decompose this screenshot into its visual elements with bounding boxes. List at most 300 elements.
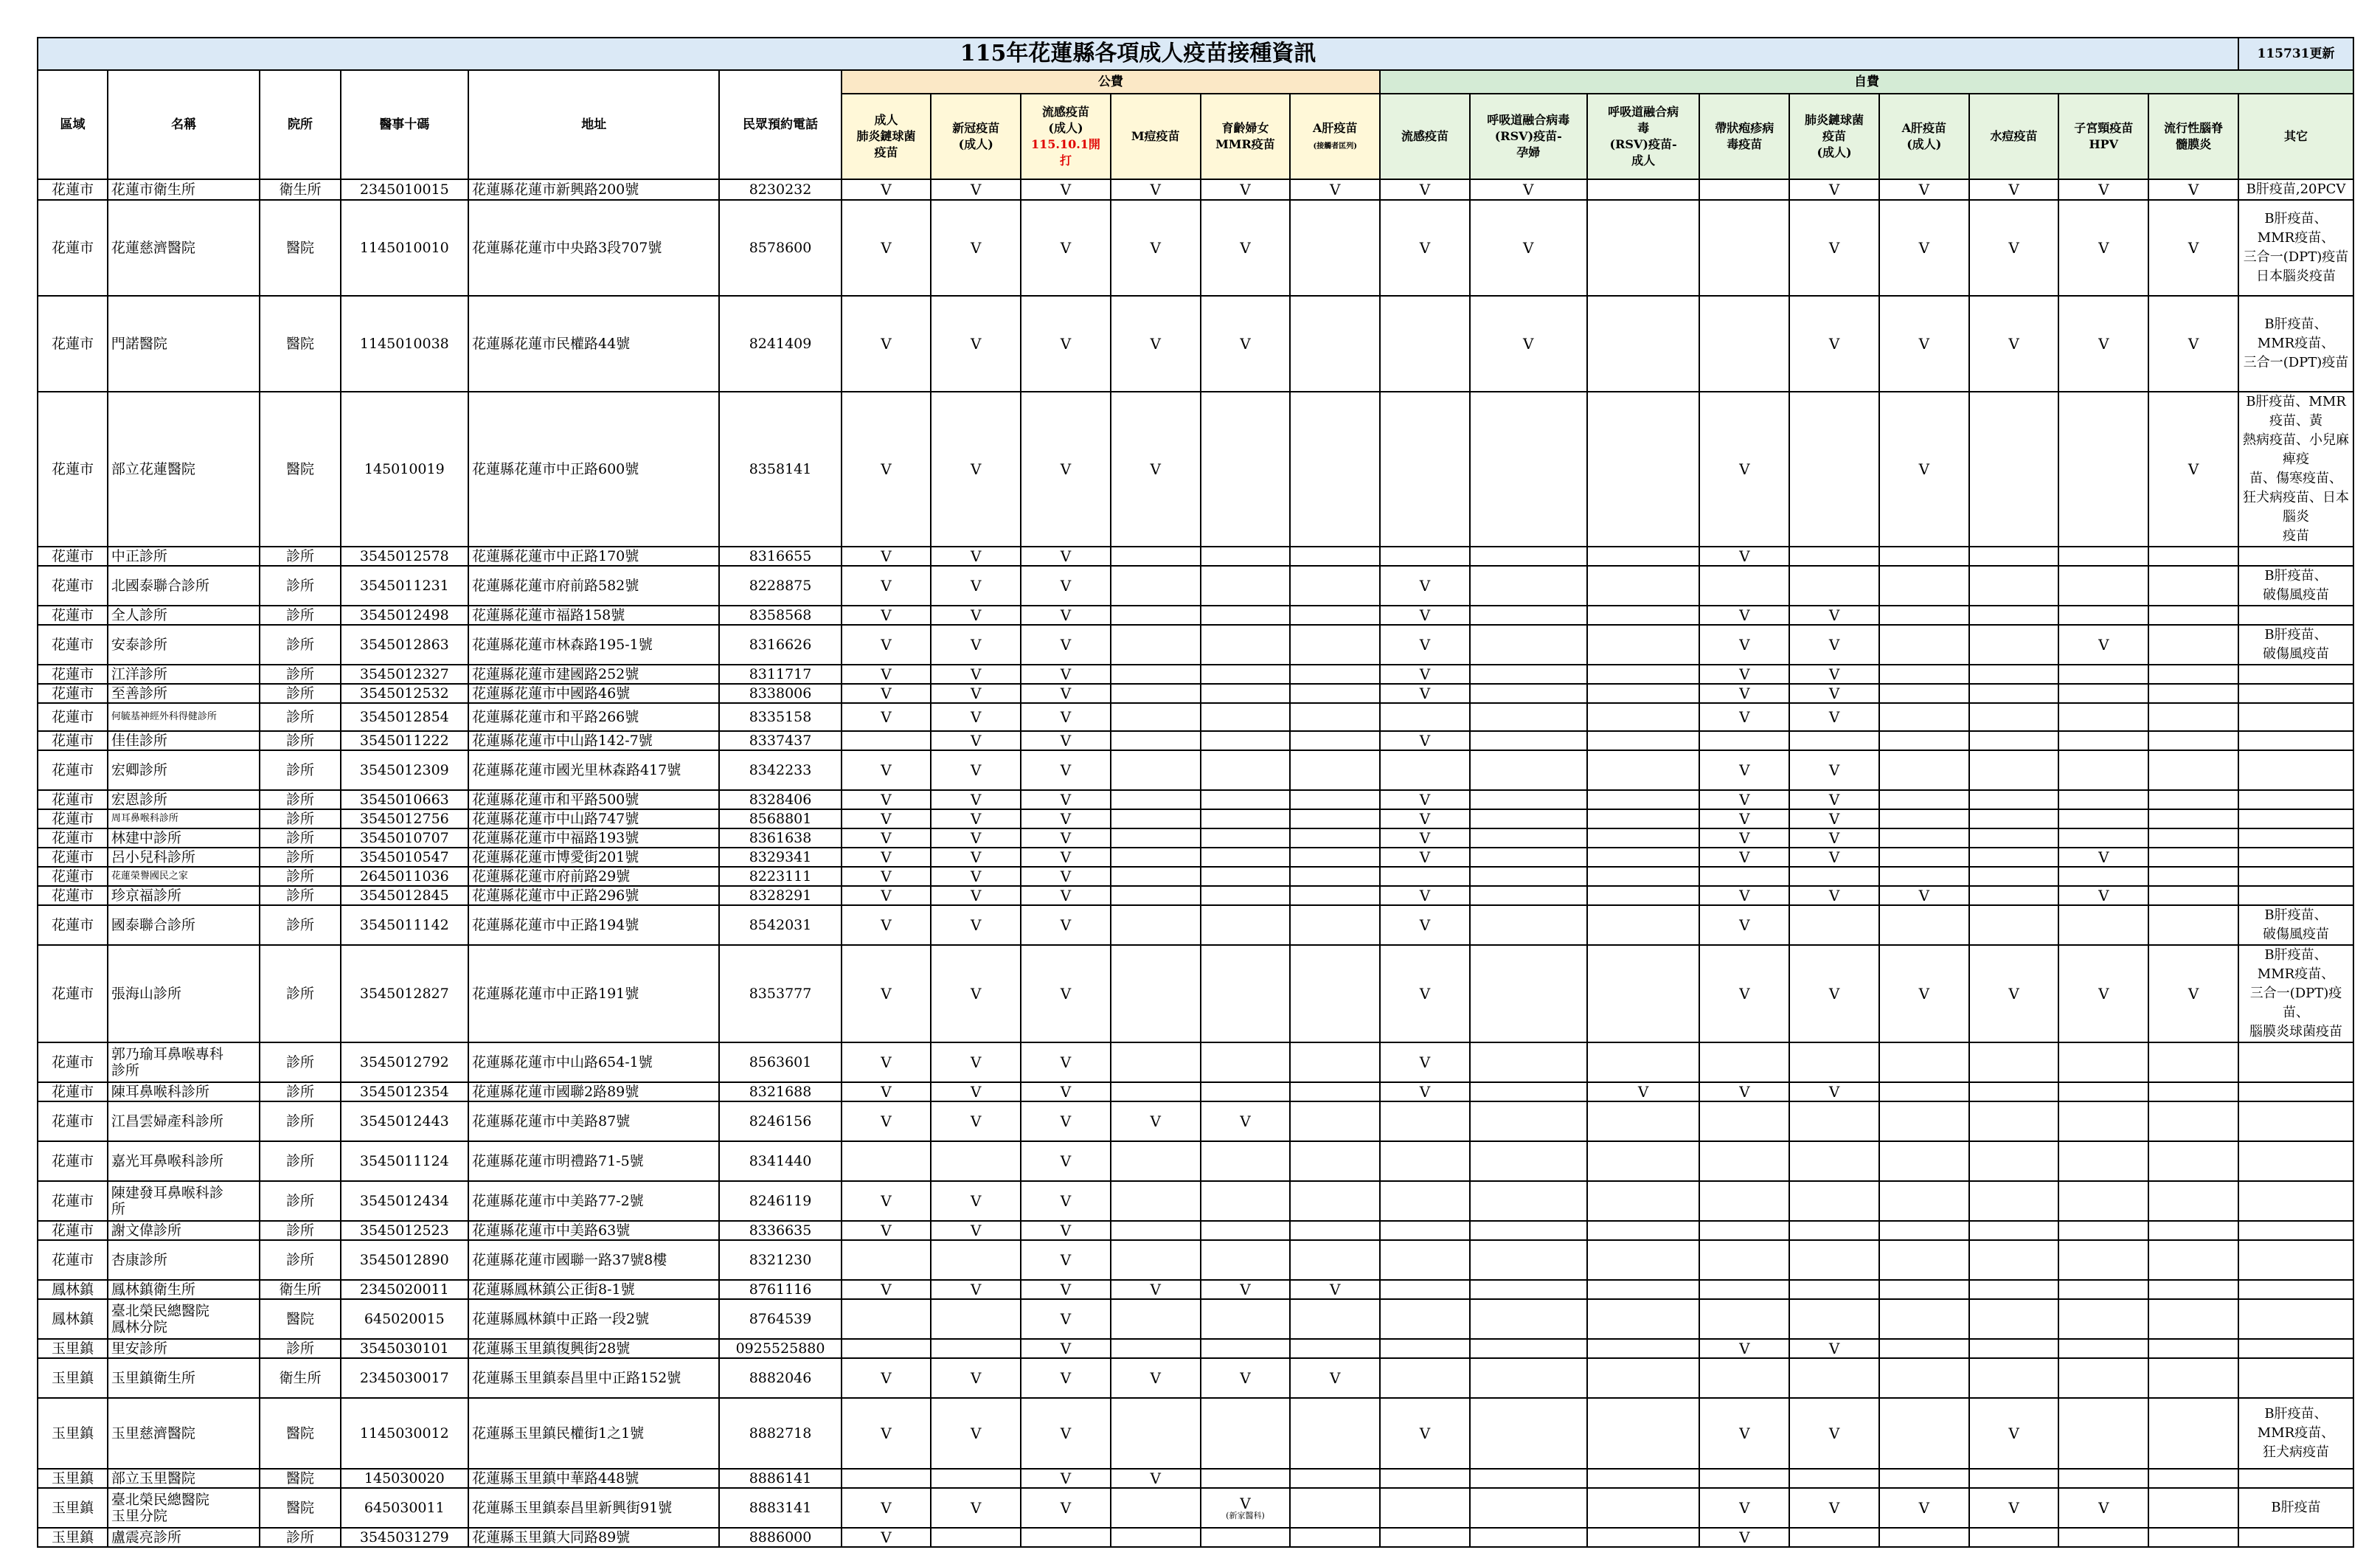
- public-vaccine-cell: V: [931, 200, 1021, 296]
- self-vaccine-cell: [1470, 703, 1587, 731]
- other-vaccines-cell: B肝疫苗、 MMR疫苗、 三合一(DPT)疫苗 日本腦炎疫苗: [2238, 200, 2353, 296]
- self-vaccine-cell: V: [1470, 179, 1587, 200]
- medical-code-cell: 2345020011: [341, 1280, 468, 1299]
- public-vaccine-cell: V: [931, 1398, 1021, 1469]
- medical-code-cell: 3545012443: [341, 1101, 468, 1141]
- self-vaccine-cell: [1470, 566, 1587, 606]
- hepa-note: (接觸者匡列): [1313, 142, 1357, 150]
- public-vaccine-cell: [1290, 566, 1380, 606]
- public-vaccine-cell: [1290, 1398, 1380, 1469]
- phone-cell: 8321688: [719, 1082, 841, 1101]
- table-row: [38, 886, 2353, 905]
- self-vaccine-cell: [1380, 1469, 1470, 1488]
- table-row: [38, 1339, 2353, 1358]
- facility-type-cell: 診所: [260, 750, 340, 790]
- self-vaccine-cell: V: [1789, 179, 1879, 200]
- vaccine-sheet: [37, 37, 2354, 1548]
- self-vaccine-cell: [1587, 1280, 1700, 1299]
- self-vaccine-cell: [1470, 606, 1587, 625]
- other-vaccines-cell: B肝疫苗、 MMR疫苗、 三合一(DPT)疫苗: [2238, 296, 2353, 392]
- medical-code-cell: 3545011124: [341, 1141, 468, 1181]
- other-vaccines-cell: [2238, 1181, 2353, 1221]
- facility-name-cell: 北國泰聯合診所: [108, 566, 260, 606]
- self-vaccine-cell: [1470, 905, 1587, 945]
- district-cell: 花蓮市: [38, 606, 108, 625]
- public-vaccine-cell: V: [1021, 1358, 1111, 1398]
- public-vaccine-cell: [1201, 684, 1291, 703]
- public-vaccine-cell: [1201, 1469, 1291, 1488]
- self-vaccine-cell: [2148, 1141, 2238, 1181]
- facility-type-cell: 衛生所: [260, 1358, 340, 1398]
- other-vaccines-cell: [2238, 867, 2353, 886]
- self-vaccine-cell: [2058, 750, 2148, 790]
- self-vaccine-cell: V: [1380, 566, 1470, 606]
- self-vaccine-cell: [1879, 1141, 1969, 1181]
- table-row: [38, 606, 2353, 625]
- public-vaccine-cell: V: [1021, 828, 1111, 848]
- public-vaccine-cell: V: [842, 296, 931, 392]
- self-vaccine-cell: V: [2148, 200, 2238, 296]
- self-vaccine-cell: V: [1699, 1082, 1789, 1101]
- public-vaccine-cell: [931, 1339, 1021, 1358]
- medical-code-cell: 3545010707: [341, 828, 468, 848]
- public-vaccine-cell: V: [1021, 1141, 1111, 1181]
- other-vaccines-cell: [2238, 1280, 2353, 1299]
- public-vaccine-cell: V: [1201, 1101, 1291, 1141]
- self-vaccine-cell: [1587, 905, 1700, 945]
- self-vaccine-cell: [1380, 1141, 1470, 1181]
- self-vaccine-cell: V: [1879, 296, 1969, 392]
- self-vaccine-cell: [1587, 1398, 1700, 1469]
- facility-name-cell: 國泰聯合診所: [108, 905, 260, 945]
- address-cell: 花蓮縣花蓮市新興路200號: [468, 179, 720, 200]
- phone-cell: 8337437: [719, 731, 841, 750]
- self-vaccine-cell: V: [1699, 1528, 1789, 1547]
- self-vaccine-cell: [1587, 179, 1700, 200]
- facility-type-cell: 診所: [260, 1082, 340, 1101]
- public-vaccine-cell: [1290, 886, 1380, 905]
- self-vaccine-cell: V: [2058, 625, 2148, 665]
- facility-type-cell: 診所: [260, 809, 340, 828]
- other-vaccines-cell: B肝疫苗、 破傷風疫苗: [2238, 566, 2353, 606]
- facility-name-cell: 張海山診所: [108, 945, 260, 1042]
- self-vaccine-cell: [2148, 1082, 2238, 1101]
- medical-code-cell: 3545012498: [341, 606, 468, 625]
- public-vaccine-cell: [1290, 1240, 1380, 1280]
- self-vaccine-cell: V: [1789, 828, 1879, 848]
- medical-code-cell: 3545012532: [341, 684, 468, 703]
- public-vaccine-cell: [1290, 1528, 1380, 1547]
- self-vaccine-cell: [1380, 296, 1470, 392]
- medical-code-cell: 1145030012: [341, 1398, 468, 1469]
- public-vaccine-cell: [931, 1240, 1021, 1280]
- self-vaccine-cell: V: [1699, 625, 1789, 665]
- self-vaccine-cell: V: [1699, 1398, 1789, 1469]
- self-vaccine-cell: [2148, 867, 2238, 886]
- facility-name-cell: 謝文偉診所: [108, 1221, 260, 1240]
- self-vaccine-cell: [1380, 867, 1470, 886]
- facility-type-cell: 診所: [260, 665, 340, 684]
- self-vaccine-cell: [1969, 1082, 2059, 1101]
- public-vaccine-cell: [1201, 1240, 1291, 1280]
- header-district: 區域: [38, 70, 108, 179]
- medical-code-cell: 3545012523: [341, 1221, 468, 1240]
- other-vaccines-cell: [2238, 790, 2353, 809]
- facility-name-cell: 盧震亮診所: [108, 1528, 260, 1547]
- district-cell: 花蓮市: [38, 200, 108, 296]
- self-vaccine-cell: V: [1587, 1082, 1700, 1101]
- self-vaccine-cell: [2148, 1240, 2238, 1280]
- phone-cell: 8246119: [719, 1181, 841, 1221]
- public-vaccine-cell: [1201, 547, 1291, 566]
- district-cell: 花蓮市: [38, 703, 108, 731]
- self-vaccine-cell: [1587, 1358, 1700, 1398]
- public-vaccine-cell: [1290, 828, 1380, 848]
- public-vaccine-cell: [1111, 1339, 1201, 1358]
- public-vaccine-cell: [1201, 790, 1291, 809]
- self-vaccine-cell: V: [1699, 1339, 1789, 1358]
- facility-type-cell: 診所: [260, 684, 340, 703]
- phone-cell: 8358141: [719, 392, 841, 547]
- medical-code-cell: 2645011036: [341, 867, 468, 886]
- self-vaccine-cell: [2148, 665, 2238, 684]
- table-row: [38, 867, 2353, 886]
- self-vaccine-cell: V: [1879, 886, 1969, 905]
- address-cell: 花蓮縣花蓮市中正路194號: [468, 905, 720, 945]
- self-vaccine-cell: [1587, 625, 1700, 665]
- self-vaccine-cell: [1587, 1528, 1700, 1547]
- public-vaccine-cell: V: [1021, 1469, 1111, 1488]
- table-row: [38, 179, 2353, 200]
- facility-type-cell: 診所: [260, 905, 340, 945]
- public-vaccine-cell: [1290, 1082, 1380, 1101]
- self-vaccine-cell: V: [2058, 179, 2148, 200]
- address-cell: 花蓮縣花蓮市府前路29號: [468, 867, 720, 886]
- self-vaccine-cell: [1587, 809, 1700, 828]
- public-vaccine-cell: [842, 1299, 931, 1339]
- self-vaccine-cell: [2058, 1082, 2148, 1101]
- public-vaccine-cell: V: [931, 1101, 1021, 1141]
- public-vaccine-cell: [1290, 905, 1380, 945]
- self-vaccine-cell: [1380, 1221, 1470, 1240]
- phone-cell: 8311717: [719, 665, 841, 684]
- facility-type-cell: 診所: [260, 1339, 340, 1358]
- public-vaccine-cell: [1111, 1488, 1201, 1528]
- public-vaccine-cell: [1201, 750, 1291, 790]
- district-cell: 花蓮市: [38, 1101, 108, 1141]
- facility-name-cell: 何毓基神經外科得健診所: [108, 703, 260, 731]
- phone-cell: 8358568: [719, 606, 841, 625]
- public-vaccine-cell: V: [931, 566, 1021, 606]
- medical-code-cell: 3545012309: [341, 750, 468, 790]
- self-vaccine-cell: [1879, 606, 1969, 625]
- public-vaccine-cell: [1201, 1141, 1291, 1181]
- self-vaccine-cell: [1969, 1240, 2059, 1280]
- self-vaccine-cell: [1969, 1528, 2059, 1547]
- public-vaccine-cell: [1290, 867, 1380, 886]
- self-vaccine-cell: V: [1969, 179, 2059, 200]
- self-vaccine-cell: [1879, 867, 1969, 886]
- other-vaccines-cell: [2238, 1082, 2353, 1101]
- self-vaccine-cell: [1969, 848, 2059, 867]
- self-vaccine-cell: [1699, 1469, 1789, 1488]
- medical-code-cell: 3545011231: [341, 566, 468, 606]
- self-vaccine-cell: V: [1380, 1398, 1470, 1469]
- facility-name-cell: 花蓮榮譽國民之家: [108, 867, 260, 886]
- public-vaccine-cell: [1111, 606, 1201, 625]
- self-vaccine-cell: [2058, 828, 2148, 848]
- medical-code-cell: 3545010663: [341, 790, 468, 809]
- district-cell: 玉里鎮: [38, 1398, 108, 1469]
- self-vaccine-cell: [1879, 625, 1969, 665]
- self-vaccine-cell: V: [1380, 731, 1470, 750]
- address-cell: 花蓮縣花蓮市中正路170號: [468, 547, 720, 566]
- self-vaccine-cell: [1969, 905, 2059, 945]
- other-vaccines-cell: B肝疫苗,20PCV: [2238, 179, 2353, 200]
- self-vaccine-cell: [1470, 1181, 1587, 1221]
- phone-cell: 8316655: [719, 547, 841, 566]
- self-vaccine-cell: V: [1699, 848, 1789, 867]
- public-vaccine-cell: V: [1290, 1358, 1380, 1398]
- other-vaccines-cell: [2238, 606, 2353, 625]
- self-vaccine-cell: [2058, 905, 2148, 945]
- table-row: [38, 1358, 2353, 1398]
- phone-cell: 8335158: [719, 703, 841, 731]
- medical-code-cell: 3545012327: [341, 665, 468, 684]
- facility-name-cell: 江昌雲婦產科診所: [108, 1101, 260, 1141]
- self-vaccine-cell: V: [1699, 665, 1789, 684]
- header-self-4: 肺炎鏈球菌 疫苗 (成人): [1789, 94, 1879, 179]
- header-public-1: 新冠疫苗 (成人): [931, 94, 1021, 179]
- self-vaccine-cell: [1470, 886, 1587, 905]
- facility-name-cell: 周耳鼻喉科診所: [108, 809, 260, 828]
- self-vaccine-cell: V: [1380, 200, 1470, 296]
- self-vaccine-cell: [1699, 200, 1789, 296]
- district-cell: 花蓮市: [38, 750, 108, 790]
- facility-name-cell: 花蓮慈濟醫院: [108, 200, 260, 296]
- self-vaccine-cell: [1969, 750, 2059, 790]
- public-vaccine-cell: V (新家醫科): [1201, 1488, 1291, 1528]
- table-row: [38, 1469, 2353, 1488]
- public-vaccine-cell: [1111, 867, 1201, 886]
- self-vaccine-cell: [1470, 1221, 1587, 1240]
- public-vaccine-cell: V: [842, 905, 931, 945]
- phone-cell: 8882718: [719, 1398, 841, 1469]
- public-vaccine-cell: V: [931, 606, 1021, 625]
- table-row: [38, 547, 2353, 566]
- public-vaccine-cell: V: [1290, 1280, 1380, 1299]
- public-vaccine-cell: V: [1201, 200, 1291, 296]
- public-vaccine-cell: [1201, 606, 1291, 625]
- facility-type-cell: 診所: [260, 547, 340, 566]
- public-vaccine-cell: [931, 1469, 1021, 1488]
- public-vaccine-cell: [1111, 1042, 1201, 1082]
- facility-name-cell: 陳耳鼻喉科診所: [108, 1082, 260, 1101]
- phone-cell: 8228875: [719, 566, 841, 606]
- public-vaccine-cell: V: [1021, 945, 1111, 1042]
- facility-type-cell: 診所: [260, 886, 340, 905]
- self-vaccine-cell: [1879, 1398, 1969, 1469]
- public-vaccine-cell: [1111, 1082, 1201, 1101]
- medical-code-cell: 2345010015: [341, 179, 468, 200]
- public-vaccine-cell: V: [1021, 1221, 1111, 1240]
- self-vaccine-cell: [1879, 905, 1969, 945]
- facility-name-cell: 花蓮市衛生所: [108, 179, 260, 200]
- self-vaccine-cell: V: [2058, 1488, 2148, 1528]
- self-vaccine-cell: [2148, 1398, 2238, 1469]
- district-cell: 花蓮市: [38, 867, 108, 886]
- self-vaccine-cell: [1879, 1299, 1969, 1339]
- district-cell: 花蓮市: [38, 179, 108, 200]
- facility-type-cell: 診所: [260, 945, 340, 1042]
- public-vaccine-cell: V: [1021, 1339, 1111, 1358]
- public-vaccine-cell: [842, 731, 931, 750]
- public-vaccine-cell: V: [931, 1082, 1021, 1101]
- self-vaccine-cell: [2148, 547, 2238, 566]
- public-vaccine-cell: [1290, 606, 1380, 625]
- self-vaccine-cell: [1470, 848, 1587, 867]
- public-vaccine-cell: V: [842, 566, 931, 606]
- facility-type-cell: 醫院: [260, 200, 340, 296]
- self-vaccine-cell: [1470, 665, 1587, 684]
- self-vaccine-cell: [2148, 848, 2238, 867]
- public-vaccine-cell: [1290, 665, 1380, 684]
- self-vaccine-cell: [2058, 1240, 2148, 1280]
- public-vaccine-cell: V: [931, 848, 1021, 867]
- public-vaccine-cell: [1201, 905, 1291, 945]
- self-vaccine-cell: [1470, 1358, 1587, 1398]
- self-vaccine-cell: V: [1699, 684, 1789, 703]
- facility-type-cell: 診所: [260, 1141, 340, 1181]
- phone-cell: 8578600: [719, 200, 841, 296]
- public-vaccine-cell: V: [1021, 1299, 1111, 1339]
- public-vaccine-cell: V: [842, 703, 931, 731]
- self-vaccine-cell: [1587, 945, 1700, 1042]
- public-vaccine-cell: [1111, 1398, 1201, 1469]
- public-vaccine-cell: [1201, 625, 1291, 665]
- self-vaccine-cell: [1789, 1299, 1879, 1339]
- self-vaccine-cell: V: [2148, 392, 2238, 547]
- district-cell: 玉里鎮: [38, 1528, 108, 1547]
- facility-type-cell: 衛生所: [260, 1280, 340, 1299]
- phone-cell: 8230232: [719, 179, 841, 200]
- phone-cell: 8336635: [719, 1221, 841, 1240]
- facility-type-cell: 醫院: [260, 1469, 340, 1488]
- self-vaccine-cell: [2148, 750, 2238, 790]
- self-vaccine-cell: [1789, 1042, 1879, 1082]
- other-vaccines-cell: [2238, 750, 2353, 790]
- public-vaccine-cell: [1290, 547, 1380, 566]
- public-vaccine-cell: V: [1021, 1181, 1111, 1221]
- address-cell: 花蓮縣花蓮市福路158號: [468, 606, 720, 625]
- medical-code-cell: 3545012890: [341, 1240, 468, 1280]
- public-vaccine-cell: [1111, 905, 1201, 945]
- self-vaccine-cell: [2058, 1181, 2148, 1221]
- self-vaccine-cell: [1470, 790, 1587, 809]
- self-vaccine-cell: [2148, 566, 2238, 606]
- header-public-4: 育齡婦女 MMR疫苗: [1201, 94, 1291, 179]
- address-cell: 花蓮縣花蓮市國光里林森路417號: [468, 750, 720, 790]
- public-vaccine-cell: V: [1290, 179, 1380, 200]
- self-vaccine-cell: [1380, 1280, 1470, 1299]
- public-vaccine-cell: V: [842, 625, 931, 665]
- table-row: [38, 625, 2353, 665]
- public-vaccine-cell: V: [842, 1101, 931, 1141]
- self-vaccine-cell: [1587, 1299, 1700, 1339]
- facility-type-cell: 診所: [260, 848, 340, 867]
- self-vaccine-cell: [1789, 1280, 1879, 1299]
- self-vaccine-cell: [1879, 547, 1969, 566]
- district-cell: 花蓮市: [38, 625, 108, 665]
- table-row: [38, 1240, 2353, 1280]
- address-cell: 花蓮縣玉里鎮中華路448號: [468, 1469, 720, 1488]
- table-row: [38, 828, 2353, 848]
- district-cell: 花蓮市: [38, 1221, 108, 1240]
- self-vaccine-cell: [1699, 566, 1789, 606]
- public-vaccine-cell: V: [1111, 1358, 1201, 1398]
- self-vaccine-cell: V: [1380, 790, 1470, 809]
- other-vaccines-cell: B肝疫苗、 破傷風疫苗: [2238, 905, 2353, 945]
- self-vaccine-cell: [1699, 867, 1789, 886]
- header-self-3: 帶狀疱疹病 毒疫苗: [1699, 94, 1789, 179]
- self-vaccine-cell: [2058, 665, 2148, 684]
- self-vaccine-cell: [1699, 296, 1789, 392]
- self-vaccine-cell: [1879, 703, 1969, 731]
- self-vaccine-cell: [1380, 1528, 1470, 1547]
- medical-code-cell: 3545012578: [341, 547, 468, 566]
- self-vaccine-cell: [2058, 1101, 2148, 1141]
- self-vaccine-cell: [1470, 945, 1587, 1042]
- self-vaccine-cell: [1879, 1469, 1969, 1488]
- header-type: 院所: [260, 70, 340, 179]
- self-vaccine-cell: [1587, 867, 1700, 886]
- public-vaccine-cell: [1290, 848, 1380, 867]
- header-self-8: 流行性腦脊 髓膜炎: [2148, 94, 2238, 179]
- self-vaccine-cell: V: [2058, 848, 2148, 867]
- table-row: [38, 1141, 2353, 1181]
- header-self-7: 子宮頸疫苗 HPV: [2058, 94, 2148, 179]
- public-vaccine-cell: V: [931, 296, 1021, 392]
- public-vaccine-cell: V: [931, 625, 1021, 665]
- self-vaccine-cell: [2058, 790, 2148, 809]
- self-vaccine-cell: [1699, 1221, 1789, 1240]
- self-vaccine-cell: [1789, 1240, 1879, 1280]
- self-vaccine-cell: [1969, 828, 2059, 848]
- self-vaccine-cell: [2148, 731, 2238, 750]
- address-cell: 花蓮縣花蓮市國聯2路89號: [468, 1082, 720, 1101]
- self-vaccine-cell: [1587, 684, 1700, 703]
- address-cell: 花蓮縣玉里鎮復興街28號: [468, 1339, 720, 1358]
- self-vaccine-cell: [1470, 1339, 1587, 1358]
- header-address: 地址: [468, 70, 720, 179]
- self-vaccine-cell: [1587, 1141, 1700, 1181]
- other-vaccines-cell: [2238, 1339, 2353, 1358]
- self-vaccine-cell: V: [1699, 809, 1789, 828]
- public-vaccine-cell: V: [1021, 1240, 1111, 1280]
- self-vaccine-cell: V: [1380, 828, 1470, 848]
- public-vaccine-cell: V: [1021, 606, 1111, 625]
- self-vaccine-cell: [1587, 731, 1700, 750]
- self-vaccine-cell: V: [1380, 606, 1470, 625]
- other-vaccines-cell: B肝疫苗、 MMR疫苗、 狂犬病疫苗: [2238, 1398, 2353, 1469]
- self-vaccine-cell: [1380, 1101, 1470, 1141]
- self-vaccine-cell: [1380, 1488, 1470, 1528]
- phone-cell: 8361638: [719, 828, 841, 848]
- medical-code-cell: 1145010010: [341, 200, 468, 296]
- district-cell: 花蓮市: [38, 665, 108, 684]
- self-vaccine-cell: [1789, 1181, 1879, 1221]
- self-vaccine-cell: V: [1879, 392, 1969, 547]
